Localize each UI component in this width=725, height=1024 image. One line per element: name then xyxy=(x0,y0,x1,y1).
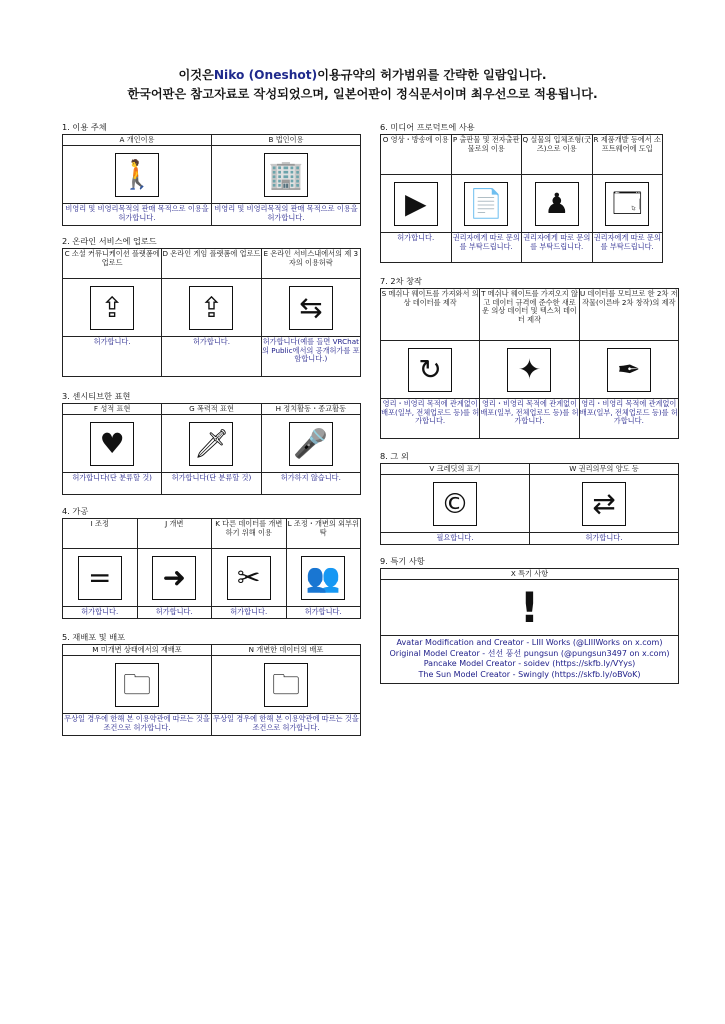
label-reuse-data: K 다른 데이터를 개변하기 위해 이용 xyxy=(212,519,287,549)
section-special-notes xyxy=(380,556,679,684)
building-icon: 🏢 xyxy=(264,153,308,197)
perm-modify: 허가합니다. xyxy=(137,607,212,619)
video-play-icon: ▶ xyxy=(394,182,438,226)
perm-game-upload: 허가합니다. xyxy=(162,337,261,377)
person-icon: 🚶 xyxy=(115,153,159,197)
label-outsource: L 조정・개변의 외부위탁 xyxy=(286,519,361,549)
perm-political-religious: 허가하지 않습니다. xyxy=(261,473,360,495)
perm-violent: 허가합니다(단 분류할 것) xyxy=(162,473,261,495)
section-online-upload xyxy=(62,236,361,377)
section-usage-subject xyxy=(62,122,361,226)
share-icon: ⇆ xyxy=(289,286,333,330)
perm-credit: 필요합니다. xyxy=(381,533,530,545)
knife-icon: 🗡 xyxy=(189,422,233,466)
usage-subject-table xyxy=(62,134,361,226)
section-media-product xyxy=(380,122,663,263)
perm-reuse-data: 허가합니다. xyxy=(212,607,287,619)
label-social-upload: C 소셜 커뮤니케이션 플랫폼에 업로드 xyxy=(63,249,162,279)
exclamation-icon: ! xyxy=(519,582,540,632)
online-upload-table xyxy=(62,248,361,377)
section-processing xyxy=(62,506,361,619)
document-icon: 📄 xyxy=(464,182,508,226)
label-fan-works: U 데이터를 모티브로 한 2차 저작물(이른바 2차 창작)의 제작 xyxy=(579,289,678,341)
character-name: Niko (Oneshot) xyxy=(213,68,318,82)
document-header xyxy=(0,66,725,104)
perm-outsource: 허가합니다. xyxy=(286,607,361,619)
perm-new-clothing: 영리・비영리 목적에 관계없이 배포(일부, 전체업로드 등)를 허가합니다. xyxy=(480,399,579,439)
label-political-religious: H 정치활동・종교활동 xyxy=(261,404,360,415)
folder-share-icon: 🗀 xyxy=(264,663,308,707)
upload-social-icon: ⇪ xyxy=(90,286,134,330)
outsource-icon: 👥 xyxy=(301,556,345,600)
header-line-1: 이것은Niko (Oneshot)이용규약의 허가범위를 간략한 일람입니다. xyxy=(178,68,547,82)
cloth-mesh-icon: ↻ xyxy=(408,348,452,392)
label-modified-distribution: N 개변한 데이터의 배포 xyxy=(212,645,361,656)
perm-physical-goods: 권리자에게 따로 문의를 부탁드립니다. xyxy=(522,233,593,263)
label-special-notes: X 특기 사항 xyxy=(381,569,679,580)
sensitive-expression-table xyxy=(62,403,361,495)
label-rights-transfer: W 권리의무의 양도 등 xyxy=(530,464,679,475)
perm-software: 권리자에게 따로 문의를 부탁드립니다. xyxy=(592,233,663,263)
label-adjust: I 조정 xyxy=(63,519,138,549)
processing-table xyxy=(62,518,361,619)
credits xyxy=(381,636,679,684)
section-redistribution xyxy=(62,632,361,736)
header-line-2: 한국어판은 참고자료로 작성되었으며, 일본어판이 정식문서이며 최우선으로 적용됩니다. xyxy=(127,87,598,101)
label-game-upload: D 온라인 게임 플랫폼에 업로드 xyxy=(162,249,261,279)
label-violent: G 폭력적 표현 xyxy=(162,404,261,415)
perm-corporate-use: 비영리 및 비영리목적의 판매 목적으로 이용을 허가합니다. xyxy=(212,204,361,226)
section-title: 7. 2차 창작 xyxy=(380,276,422,286)
label-corporate-use: B 법인이용 xyxy=(212,135,361,146)
section-title: 1. 이용 주체 xyxy=(62,122,107,132)
credit-line: Avatar Modification and Creator - LIII Works (@LIIIWorks on x.com) xyxy=(396,638,663,647)
label-new-clothing: T 메쉬나 웨이트를 가져오지 않고 데이터 규격에 준수한 새로운 의상 데이터 및 텍스처 데이터 제작 xyxy=(480,289,579,341)
perm-video-broadcast: 허가합니다. xyxy=(381,233,452,263)
section-title: 4. 가공 xyxy=(62,506,89,516)
section-sensitive-expression xyxy=(62,391,361,495)
perm-unmodified-redistribution: 무상일 경우에 한해 본 이용약관에 따르는 것을 조건으로 허가합니다. xyxy=(63,714,212,736)
perm-sexual: 허가합니다(단 분류할 것) xyxy=(63,473,162,495)
section-title: 9. 특기 사항 xyxy=(380,556,425,566)
redistribution-table xyxy=(62,644,361,736)
perm-rights-transfer: 허가합니다. xyxy=(530,533,679,545)
section-title: 5. 재배포 및 배포 xyxy=(62,632,126,642)
label-physical-goods: Q 실물의 입체조형(굿즈)으로 이용 xyxy=(522,135,593,175)
transfer-icon: ⇄ xyxy=(582,482,626,526)
credit-line: The Sun Model Creator - Swingly (https://skfb.ly/oBVoK) xyxy=(418,669,641,679)
label-credit: V 크레딧의 표기 xyxy=(381,464,530,475)
label-sexual: F 성적 표현 xyxy=(63,404,162,415)
derivative-works-table xyxy=(380,288,679,439)
label-mesh-clothing: S 메쉬나 웨이트를 가져와서 의상 데이터를 제작 xyxy=(381,289,480,341)
label-third-party-use: E 온라인 서비스내에서의 제 3자의 이용허락 xyxy=(261,249,360,279)
adjust-icon: = xyxy=(78,556,122,600)
cloth-icon: ✦ xyxy=(507,348,551,392)
label-unmodified-redistribution: M 미개변 상태에서의 재배포 xyxy=(63,645,212,656)
media-product-table xyxy=(380,134,663,263)
section-other xyxy=(380,451,679,545)
reuse-data-icon: ✂ xyxy=(227,556,271,600)
perm-adjust: 허가합니다. xyxy=(63,607,138,619)
label-software: R 제품개발 등에서 소프트웨어에 도입 xyxy=(592,135,663,175)
perm-modified-distribution: 무상일 경우에 한해 본 이용약관에 따르는 것을 조건으로 허가합니다. xyxy=(212,714,361,736)
perm-third-party-use: 허가합니다(예를 들면 VRChat의 Public에서의 공개허가를 포함합니다.) xyxy=(261,337,360,377)
modify-icon: ➜ xyxy=(152,556,196,600)
other-table xyxy=(380,463,679,545)
figure-icon: ♟ xyxy=(535,182,579,226)
section-title: 3. 센시티브한 표현 xyxy=(62,391,131,401)
label-personal-use: A 개인이용 xyxy=(63,135,212,146)
podium-icon: 🎤 xyxy=(289,422,333,466)
perm-personal-use: 비영리 및 비영리목적의 판매 목적으로 이용을 허가합니다. xyxy=(63,204,212,226)
software-window-icon: 🗔 xyxy=(605,182,649,226)
copyright-icon: © xyxy=(433,482,477,526)
pen-icon: ✒ xyxy=(607,348,651,392)
special-notes-table xyxy=(380,568,679,684)
label-modify: J 개변 xyxy=(137,519,212,549)
perm-publication: 권리자에게 따로 문의를 부탁드립니다. xyxy=(451,233,522,263)
section-title: 6. 미디어 프로덕트에 사용 xyxy=(380,122,475,132)
label-video-broadcast: O 영상・방송에 이용 xyxy=(381,135,452,175)
perm-fan-works: 영리・비영리 목적에 관계없이 배포(일부, 전체업로드 등)를 허가합니다. xyxy=(579,399,678,439)
section-title: 8. 그 외 xyxy=(380,451,409,461)
folder-icon: 🗀 xyxy=(115,663,159,707)
perm-mesh-clothing: 영리・비영리 목적에 관계없이 배포(일부, 전체업로드 등)를 허가합니다. xyxy=(381,399,480,439)
hearts-icon: ♥ xyxy=(90,422,134,466)
label-publication: P 출판물 및 전자출판물로의 이용 xyxy=(451,135,522,175)
section-derivative-works xyxy=(380,276,679,439)
section-title: 2. 온라인 서비스에 업로드 xyxy=(62,236,157,246)
perm-social-upload: 허가합니다. xyxy=(63,337,162,377)
credit-line: Original Model Creator - 선선 풍선 pungsun (@pungsun3497 on x.com) xyxy=(389,648,670,658)
credit-line: Pancake Model Creator - soidev (https://skfb.ly/VYys) xyxy=(423,659,636,668)
upload-game-icon: ⇪ xyxy=(189,286,233,330)
